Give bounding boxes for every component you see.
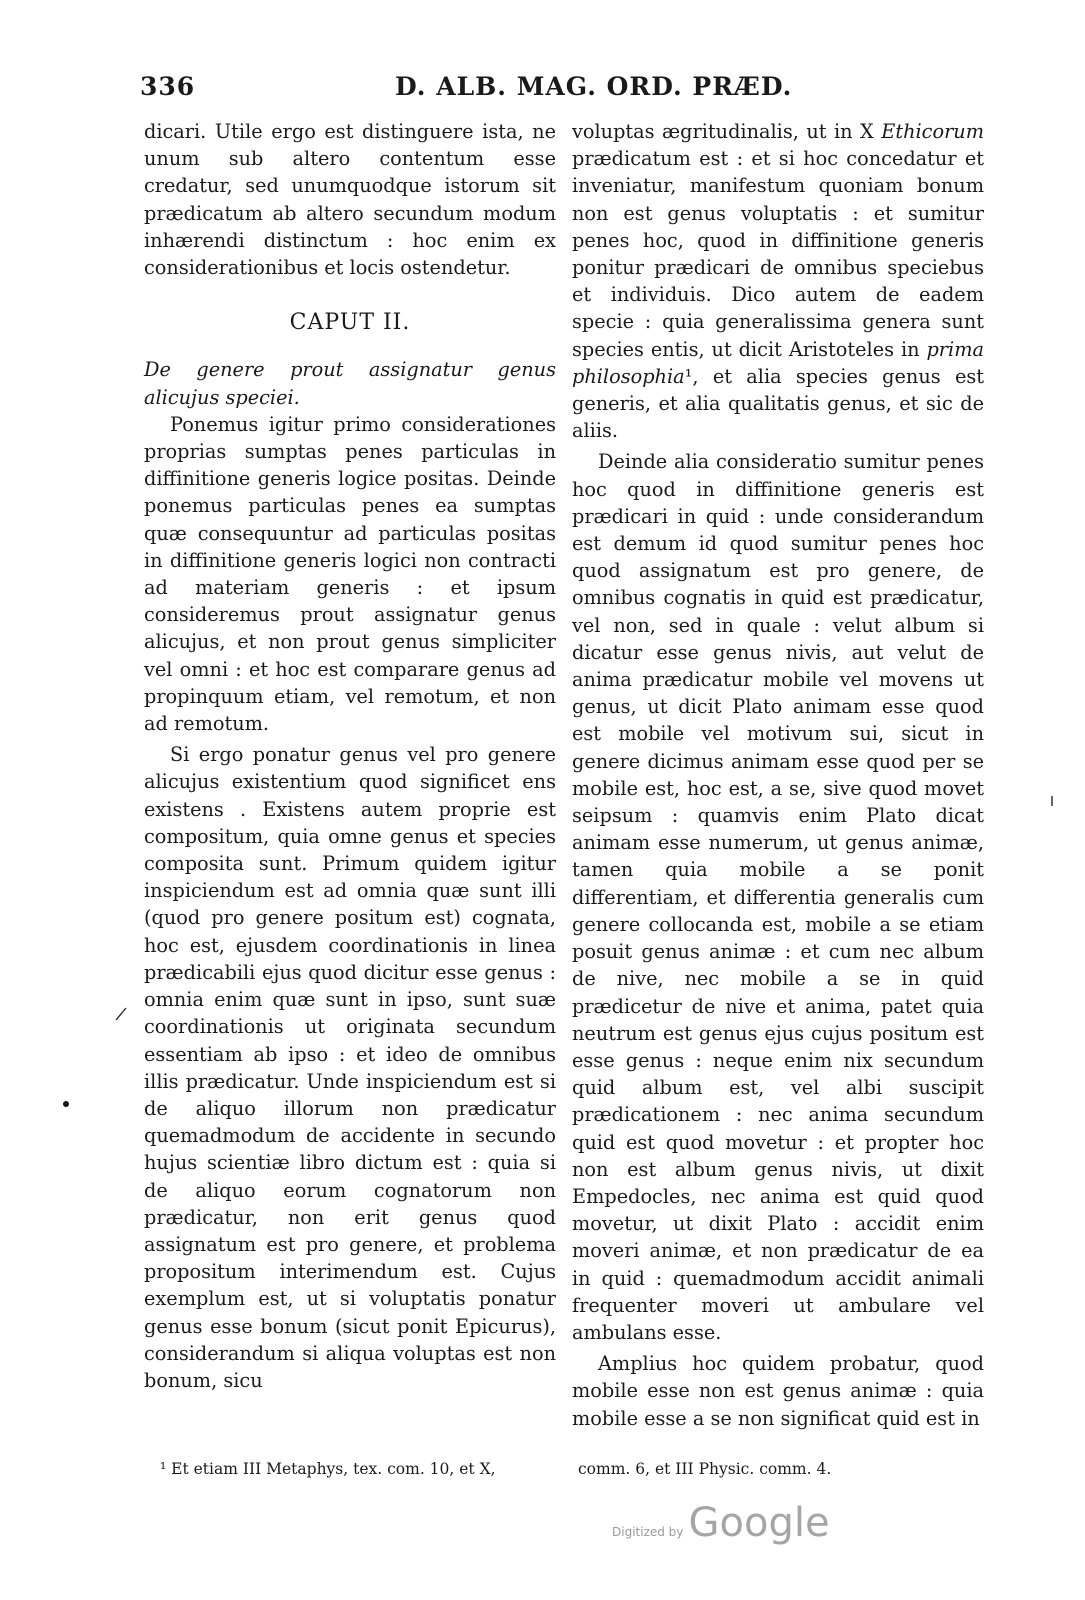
chapter-subtitle: De genere prout assignatur genus alicujus speciei.: [144, 358, 556, 409]
watermark-brand: Google: [688, 1500, 830, 1546]
body-paragraph: Amplius hoc quidem probatur, quod mobile esse non est genus animæ : quia mobile esse a se non significat quid est in: [572, 1352, 984, 1430]
body-paragraph: Ponemus igitur primo considerationes proprias sumptas penes particulas in diffinitione generis logice positas. Deinde ponemus particulas penes ea sumptas quæ consequuntur ad particulas positas in diffinitione generis logici non contracti ad materiam generis : et ipsum consideremus prout assignatur genus alicujus, et non prout genus simpliciter vel omni : et hoc est comparare genus ad propinquum etiam, vel remotum, et non ad remotum.: [144, 412, 556, 736]
ink-dot: [1049, 795, 1055, 807]
running-head-title: D. ALB. MAG. ORD. PRÆD.: [395, 72, 793, 101]
italic-citation: prima philosophia: [572, 337, 984, 388]
page-number: 336: [140, 72, 196, 101]
body-paragraph: Deinde alia consideratio sumitur penes hoc quod in diffinitione generis est prædicari in quid : unde considerandum est demum id quod sumitur penes hoc quod assignatum est pro genere, de omnibus cognatis in quid est prædicatur, vel non, sed in quale : velut album si dicatur esse genus nivis, aut velut de anima prædicatur mobile vel movens ut genus, ut dicit Plato animam esse quod est mobile vel motivum sui, sicut in genere dicimus animam esse quod per se mobile est, hoc est, a se, sive quod movet seipsum : quamvis enim Plato dicat animam esse numerum, ut genus animæ, tamen quia mobile a se ponit differentiam, et differentia generalis cum genere collocanda est, mobile a se etiam posuit genus animæ : et cum nec album de nive, nec mobile a se in quid prædicetur de nive et anima, patet quia neutrum est genus ejus cujus positum est esse genus : neque enim nix secundum quid album est, vel albi suscipit prædicationem : nec anima secundum quid est quod movetur : et propter hoc non est album genus nivis, ut dixit Empedocles, nec anima est quid quod movetur, ut dixit Plato : accidit enim moveri animæ, et non prædicatur de ea in quid : quemadmodum accidit animali frequenter moveri ut ambulare vel ambulans esse.: [572, 450, 984, 1344]
watermark-prefix: Digitized by: [612, 1525, 684, 1539]
lead-text: voluptas ægritudinalis, ut in X: [572, 120, 874, 143]
right-column: [572, 118, 984, 1432]
left-column: [144, 118, 556, 1394]
body-paragraph: Si ergo ponatur genus vel pro genere alicujus existentium quod significet ens existens . Existens autem proprie est compositum, quia omne genus et species composita sunt. Primum quidem igitur inspiciendum est ad omnia quæ sunt illi (quod pro genere positum est) cognata, hoc est, ejusdem coordinationis in linea prædicabili ejus quod dicitur esse genus : omnia enim quæ sunt in ipso, sunt suæ coordinationis ut originata secundum essentiam ab ipso : et ideo de omnibus illis prædicatur. Unde inspiciendum est si de aliquo illorum non prædicatur quemadmodum de accidente in secundo hujus scientiæ libro dictum est : quia si de aliquo eorum cognatorum non prædicatur, non erit genus quod assignatum est pro genere, et problema propositum interimendum est. Cujus exemplum est, ut si voluptatis ponatur genus esse bonum (sicut ponit Epicurus), considerandum si aliqua voluptas est non bonum, sicu: [144, 743, 556, 1392]
margin-mark: [114, 1006, 128, 1022]
continued-paragraph: [572, 118, 984, 444]
footnote-right: comm. 6, et III Physic. comm. 4.: [578, 1460, 832, 1478]
ink-dot: [62, 1100, 70, 1108]
paragraph-text: , et alia species genus est generis, et alia qualitatis genus, et sic de aliis.: [572, 364, 984, 443]
italic-citation: Ethicorum: [881, 120, 984, 143]
footnote-left: ¹ Et etiam III Metaphys, tex. com. 10, et X,: [160, 1460, 496, 1478]
footnote-marker: ¹: [684, 364, 693, 388]
continued-paragraph: dicari. Utile ergo est distinguere ista, ne unum sub altero contentum esse credatur, sed unumquodque istorum sit prædicatum ab altero secundum modum inhærendi distinctum : hoc enim ex considerationibus et locis ostendetur.: [144, 120, 556, 280]
digitized-watermark: [612, 1500, 830, 1546]
running-head: [140, 72, 980, 108]
paragraph-text: prædicatum est : et si hoc concedatur et inveniatur, manifestum quoniam bonum non est genus voluptatis : et sumitur penes hoc, quod in diffinitione generis ponitur prædicari de omnibus speciebus et individuis. Dico autem de eadem specie : quia generalissima genera sunt species entis, ut dicit Aristoteles in: [572, 147, 984, 361]
chapter-heading: CAPUT II.: [289, 310, 411, 336]
